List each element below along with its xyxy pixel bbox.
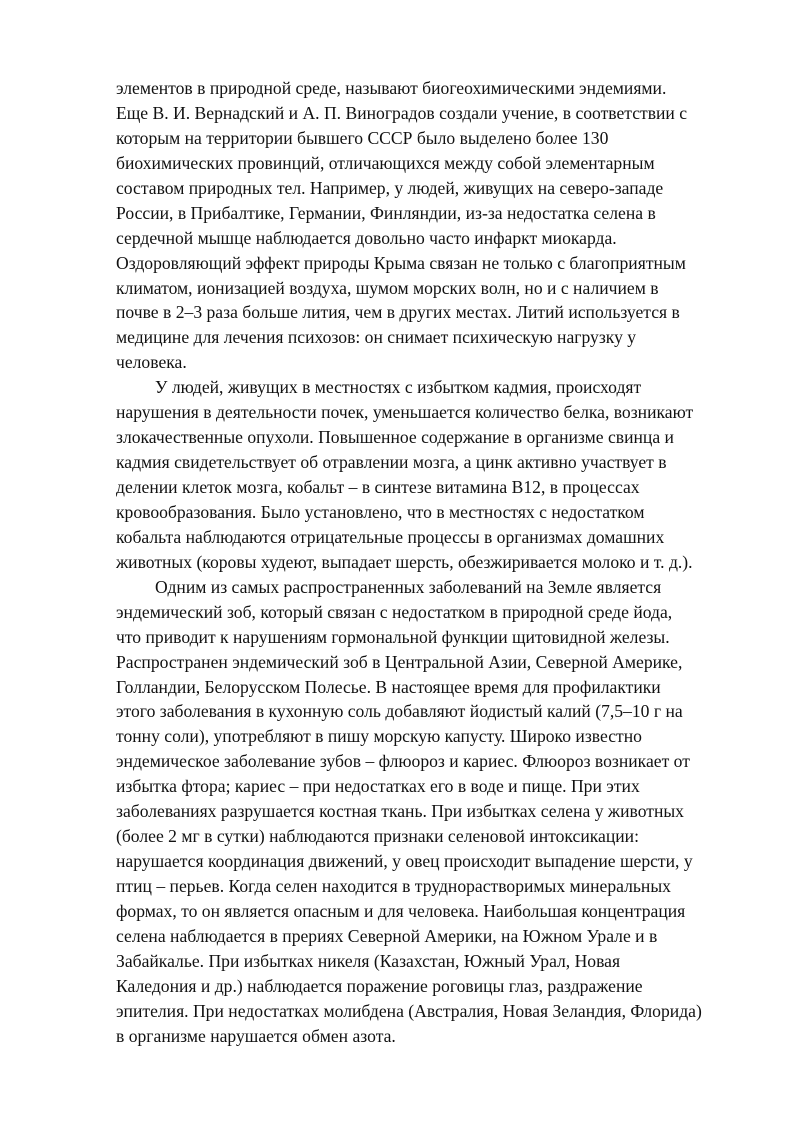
paragraph-1	[116, 76, 756, 375]
text-line: кровообразования. Было установлено, что в местностях с недостатком	[116, 501, 645, 522]
paragraph-3	[116, 575, 756, 1049]
text-line: Каледония и др.) наблюдается поражение роговицы глаз, раздражение	[116, 975, 643, 996]
text-line: животных (коровы худеют, выпадает шерсть, обезжиривается молоко и т. д.).	[116, 551, 693, 572]
text-line: кадмия свидетельствует об отравлении мозга, а цинк активно участвует в	[116, 452, 667, 473]
text-line: нарушения в деятельности почек, уменьшается количество белка, возникают	[116, 402, 694, 423]
text-line: эндемический зоб, который связан с недостатком в природной среде йода,	[116, 601, 673, 622]
text-line: Одним из самых распространенных заболеваний на Земле является	[155, 576, 662, 597]
text-line: которым на территории бывшего СССР было выделено более 130	[116, 127, 609, 148]
text-line: этого заболевания в кухонную соль добавляют йодистый калий (7,5–10 г на	[116, 701, 683, 722]
text-line: человека.	[116, 352, 187, 373]
text-line: биохимических провинций, отличающихся между собой элементарным	[116, 152, 655, 173]
text-line: делении клеток мозга, кобальт – в синтезе витамина В12, в процессах	[116, 477, 640, 497]
text-line: избытка фтора; кариес – при недостатках его в воде и пище. При этих	[116, 776, 640, 797]
text-line: селена наблюдается в прериях Северной Америки, на Южном Урале и в	[116, 925, 658, 946]
text-line: Оздоровляющий эффект природы Крыма связан не только с благоприятным	[116, 252, 686, 273]
text-line: эндемическое заболевание зубов – флюороз и кариес. Флюороз возникает от	[116, 751, 690, 772]
text-line: нарушается координация движений, у овец происходит выпадение шерсти, у	[116, 851, 693, 872]
text-line: заболеваниях разрушается костная ткань. При избытках селена у животных	[116, 801, 684, 822]
text-line: тонну соли), употребляют в пишу морскую капусту. Широко известно	[116, 726, 642, 747]
text-line: злокачественные опухоли. Повышенное содержание в организме свинца и	[116, 427, 674, 448]
text-line: в организме нарушается обмен азота.	[116, 1025, 396, 1046]
text-line: Голландии, Белорусском Полесье. В настоящее время для профилактики	[116, 676, 661, 697]
text-line: Еще В. И. Вернадский и А. П. Виноградов создали учение, в соответствии с	[116, 102, 688, 123]
text-line: России, в Прибалтике, Германии, Финляндии, из-за недостатка селена в	[116, 202, 656, 223]
text-line: У людей, живущих в местностях с избытком кадмия, происходят	[155, 377, 642, 398]
text-line: что приводит к нарушениям гормональной функции щитовидной железы.	[116, 626, 670, 647]
text-line: (более 2 мг в сутки) наблюдаются признаки селеновой интоксикации:	[116, 826, 639, 847]
text-line: медицине для лечения психозов: он снимает психическую нагрузку у	[116, 327, 637, 348]
paragraph-2	[116, 375, 756, 575]
text-line: птиц – перьев. Когда селен находится в труднорастворимых минеральных	[116, 876, 671, 896]
text-line: сердечной мышце наблюдается довольно часто инфаркт миокарда.	[116, 227, 617, 248]
text-line: Забайкалье. При избытках никеля (Казахстан, Южный Урал, Новая	[116, 950, 621, 971]
text-line: формах, то он является опасным и для человека. Наибольшая концентрация	[116, 900, 686, 921]
text-line: составом природных тел. Например, у людей, живущих на северо-западе	[116, 177, 664, 198]
text-line: Распространен эндемический зоб в Центральной Азии, Северной Америке,	[116, 651, 683, 672]
text-line: кобальта наблюдаются отрицательные процессы в организмах домашних	[116, 526, 665, 547]
text-line: эпителия. При недостатках молибдена (Австралия, Новая Зеландия, Флорида)	[116, 1000, 702, 1021]
body-text	[116, 76, 756, 1049]
text-line: климатом, ионизацией воздуха, шумом морских волн, но и с наличием в	[116, 277, 659, 298]
text-line: почве в 2–3 раза больше лития, чем в других местах. Литий используется в	[116, 302, 680, 323]
text-line: элементов в природной среде, называют биогеохимическими эндемиями.	[116, 78, 667, 98]
